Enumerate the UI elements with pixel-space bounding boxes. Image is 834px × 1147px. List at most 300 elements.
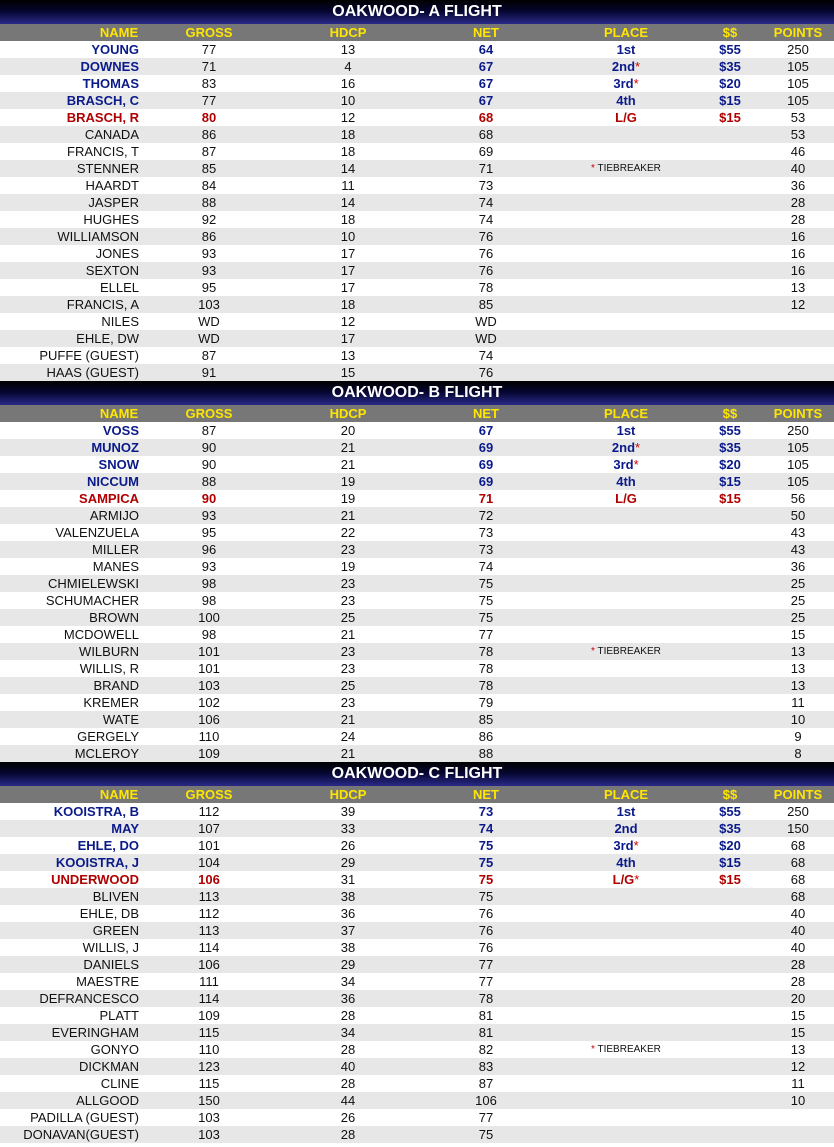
points: 28	[790, 957, 806, 972]
handicap: 40	[340, 1059, 356, 1074]
handicap: 26	[340, 838, 356, 853]
handicap: 17	[340, 331, 356, 346]
handicap: 17	[340, 280, 356, 295]
header-place: PLACE	[603, 25, 649, 40]
net-score: 81	[478, 1025, 494, 1040]
table-row	[0, 1007, 834, 1024]
gross-score: 77	[201, 42, 217, 57]
gross-score: 77	[201, 93, 217, 108]
table-row	[0, 1075, 834, 1092]
player-name: ARMIJO	[89, 508, 139, 523]
gross-score: 103	[198, 1127, 220, 1142]
header-place: PLACE	[603, 787, 649, 802]
points: 13	[790, 678, 806, 693]
header-money: $$	[722, 25, 738, 40]
player-name: BRAND	[93, 678, 139, 693]
points: 40	[790, 161, 806, 176]
gross-score: 71	[201, 59, 217, 74]
gross-score: 95	[201, 280, 217, 295]
handicap: 34	[340, 1025, 356, 1040]
player-name: EHLE, DO	[77, 838, 139, 853]
table-row	[0, 92, 834, 109]
table-row	[0, 1058, 834, 1075]
table-row	[0, 126, 834, 143]
player-name: MUNOZ	[91, 440, 139, 455]
payout: $35	[719, 59, 741, 74]
header-net: NET	[473, 787, 499, 802]
header-net: NET	[473, 406, 499, 421]
handicap: 19	[340, 559, 356, 574]
handicap: 34	[340, 974, 356, 989]
points: 13	[790, 280, 806, 295]
player-name: DICKMAN	[79, 1059, 139, 1074]
net-score: 78	[478, 280, 494, 295]
table-row	[0, 871, 834, 888]
tiebreaker-label: TIEBREAKER	[597, 646, 661, 657]
player-name: WATE	[102, 712, 139, 727]
points: 8	[794, 746, 802, 761]
table-row	[0, 211, 834, 228]
points: 13	[790, 1042, 806, 1057]
table-body	[0, 41, 834, 381]
header-points: POINTS	[773, 787, 823, 802]
net-score: 69	[478, 144, 494, 159]
gross-score: 113	[198, 889, 220, 904]
net-score: WD	[475, 331, 497, 346]
net-score: 75	[478, 838, 494, 853]
player-name: GONYO	[90, 1042, 139, 1057]
header-money: $$	[722, 787, 738, 802]
points: 68	[790, 872, 806, 887]
gross-score: 88	[201, 474, 217, 489]
payout: $15	[719, 93, 741, 108]
net-score: 106	[475, 1093, 497, 1108]
asterisk: *	[591, 1044, 598, 1055]
table-row	[0, 956, 834, 973]
player-name: CANADA	[84, 127, 139, 142]
net-score: 67	[478, 59, 494, 74]
net-score: 67	[478, 76, 494, 91]
handicap: 20	[340, 423, 356, 438]
place: 4th	[616, 855, 636, 870]
table-row	[0, 643, 834, 660]
gross-score: 100	[198, 610, 220, 625]
player-name: DONAVAN(GUEST)	[23, 1127, 139, 1142]
handicap: 24	[340, 729, 356, 744]
table-body	[0, 803, 834, 1143]
handicap: 21	[340, 457, 356, 472]
points: 250	[787, 804, 809, 819]
table-row	[0, 456, 834, 473]
player-name: DOWNES	[80, 59, 139, 74]
points: 28	[790, 974, 806, 989]
player-name: WILLIAMSON	[57, 229, 139, 244]
gross-score: 150	[198, 1093, 220, 1108]
table-row	[0, 228, 834, 245]
flight-c	[0, 762, 834, 1143]
player-name: GERGELY	[77, 729, 139, 744]
net-score: 79	[478, 695, 494, 710]
handicap: 4	[344, 59, 352, 74]
player-name: VOSS	[102, 423, 139, 438]
player-name: STENNER	[76, 161, 139, 176]
handicap: 29	[340, 957, 356, 972]
gross-score: 93	[201, 508, 217, 523]
place: 3rd*	[613, 838, 639, 853]
handicap: 14	[340, 161, 356, 176]
header-money: $$	[722, 406, 738, 421]
player-name: UNDERWOOD	[51, 872, 139, 887]
net-score: 74	[478, 348, 494, 363]
player-name: SEXTON	[85, 263, 139, 278]
net-score: 75	[478, 872, 494, 887]
points: 40	[790, 923, 806, 938]
gross-score: 110	[198, 1042, 220, 1057]
header-name: NAME	[99, 406, 139, 421]
gross-score: 90	[201, 457, 217, 472]
player-name: BRASCH, R	[66, 110, 139, 125]
payout: $20	[719, 838, 741, 853]
player-name: FRANCIS, T	[67, 144, 139, 159]
gross-score: 102	[198, 695, 220, 710]
gross-score: 87	[201, 144, 217, 159]
gross-score: 104	[198, 855, 220, 870]
gross-score: 85	[201, 161, 217, 176]
points: 105	[787, 76, 809, 91]
table-row	[0, 473, 834, 490]
handicap: 15	[340, 365, 356, 380]
player-name: PUFFE (GUEST)	[39, 348, 139, 363]
points: 25	[790, 576, 806, 591]
handicap: 19	[340, 491, 356, 506]
points: 40	[790, 940, 806, 955]
player-name: BRASCH, C	[66, 93, 139, 108]
handicap: 38	[340, 940, 356, 955]
flight-title: OAKWOOD- A FLIGHT	[0, 0, 834, 24]
gross-score: WD	[198, 331, 220, 346]
gross-score: 98	[201, 627, 217, 642]
tiebreaker-label: TIEBREAKER	[597, 1044, 661, 1055]
payout: $15	[719, 872, 741, 887]
table-body	[0, 422, 834, 762]
header-name: NAME	[99, 787, 139, 802]
place: 3rd*	[613, 457, 639, 472]
flight-a	[0, 0, 834, 381]
points: 150	[787, 821, 809, 836]
player-name: HAAS (GUEST)	[46, 365, 139, 380]
points: 105	[787, 474, 809, 489]
handicap: 13	[340, 42, 356, 57]
net-score: 78	[478, 661, 494, 676]
player-name: NICCUM	[87, 474, 139, 489]
table-row	[0, 58, 834, 75]
net-score: 75	[478, 889, 494, 904]
place: L/G*	[612, 872, 640, 887]
player-name: CLINE	[100, 1076, 139, 1091]
handicap: 18	[340, 212, 356, 227]
points: 68	[790, 855, 806, 870]
header-hdcp: HDCP	[329, 25, 367, 40]
player-name: MCLEROY	[74, 746, 139, 761]
points: 105	[787, 93, 809, 108]
player-name: PLATT	[99, 1008, 139, 1023]
gross-score: 103	[198, 678, 220, 693]
player-name: WILLIS, R	[79, 661, 139, 676]
points: 25	[790, 610, 806, 625]
gross-score: 109	[198, 1008, 220, 1023]
net-score: 73	[478, 525, 494, 540]
table-row	[0, 905, 834, 922]
player-name: THOMAS	[82, 76, 139, 91]
table-row	[0, 524, 834, 541]
place: 1st	[616, 42, 636, 57]
handicap: 23	[340, 542, 356, 557]
handicap: 21	[340, 712, 356, 727]
points: 16	[790, 229, 806, 244]
net-score: 77	[478, 1110, 494, 1125]
gross-score: 107	[198, 821, 220, 836]
player-name: DEFRANCESCO	[39, 991, 139, 1006]
points: 250	[787, 42, 809, 57]
handicap: 17	[340, 246, 356, 261]
table-row	[0, 728, 834, 745]
payout: $55	[719, 42, 741, 57]
header-gross: GROSS	[185, 406, 233, 421]
points: 68	[790, 889, 806, 904]
asterisk: *	[634, 872, 640, 887]
table-row	[0, 592, 834, 609]
gross-score: 86	[201, 127, 217, 142]
payout: $20	[719, 76, 741, 91]
gross-score: 101	[198, 644, 220, 659]
gross-score: 103	[198, 297, 220, 312]
points: 46	[790, 144, 806, 159]
gross-score: 90	[201, 440, 217, 455]
asterisk: *	[635, 440, 641, 455]
player-name: JASPER	[88, 195, 139, 210]
handicap: 23	[340, 593, 356, 608]
net-score: 76	[478, 940, 494, 955]
player-name: SNOW	[98, 457, 139, 472]
header-gross: GROSS	[185, 787, 233, 802]
points: 12	[790, 1059, 806, 1074]
table-row	[0, 41, 834, 58]
net-score: 77	[478, 957, 494, 972]
place: 2nd*	[611, 440, 641, 455]
net-score: 64	[478, 42, 494, 57]
header-net: NET	[473, 25, 499, 40]
payout: $15	[719, 474, 741, 489]
net-score: 88	[478, 746, 494, 761]
player-name: PADILLA (GUEST)	[30, 1110, 139, 1125]
points: 20	[790, 991, 806, 1006]
table-row	[0, 939, 834, 956]
points: 25	[790, 593, 806, 608]
handicap: 23	[340, 695, 356, 710]
points: 10	[790, 1093, 806, 1108]
net-score: 83	[478, 1059, 494, 1074]
handicap: 18	[340, 297, 356, 312]
table-row	[0, 1126, 834, 1143]
table-row	[0, 296, 834, 313]
net-score: 75	[478, 593, 494, 608]
points: 43	[790, 542, 806, 557]
player-name: HAARDT	[85, 178, 139, 193]
table-row	[0, 422, 834, 439]
points: 28	[790, 195, 806, 210]
net-score: 73	[478, 178, 494, 193]
points: 16	[790, 263, 806, 278]
gross-score: 110	[198, 729, 220, 744]
gross-score: 93	[201, 263, 217, 278]
gross-score: 80	[201, 110, 217, 125]
header-gross: GROSS	[185, 25, 233, 40]
table-row	[0, 677, 834, 694]
table-row	[0, 109, 834, 126]
header-points: POINTS	[773, 25, 823, 40]
points: 11	[791, 1076, 805, 1091]
net-score: 75	[478, 1127, 494, 1142]
handicap: 38	[340, 889, 356, 904]
table-row	[0, 626, 834, 643]
player-name: ALLGOOD	[76, 1093, 139, 1108]
handicap: 16	[340, 76, 356, 91]
net-score: 71	[478, 491, 494, 506]
table-row	[0, 660, 834, 677]
net-score: 68	[478, 127, 494, 142]
flight-title: OAKWOOD- B FLIGHT	[0, 381, 834, 405]
table-row	[0, 694, 834, 711]
handicap: 28	[340, 1127, 356, 1142]
points: 56	[790, 491, 806, 506]
player-name: FRANCIS, A	[66, 297, 139, 312]
table-row	[0, 262, 834, 279]
gross-score: 114	[198, 940, 220, 955]
column-header	[0, 405, 834, 422]
table-row	[0, 803, 834, 820]
player-name: KOOISTRA, B	[53, 804, 139, 819]
handicap: 21	[340, 508, 356, 523]
handicap: 33	[340, 821, 356, 836]
gross-score: 123	[198, 1059, 220, 1074]
tiebreaker-label: TIEBREAKER	[597, 163, 661, 174]
gross-score: 103	[198, 1110, 220, 1125]
player-name: SCHUMACHER	[45, 593, 139, 608]
header-hdcp: HDCP	[329, 787, 367, 802]
net-score: 75	[478, 855, 494, 870]
net-score: 72	[478, 508, 494, 523]
payout: $15	[719, 855, 741, 870]
points: 13	[790, 644, 806, 659]
table-row	[0, 490, 834, 507]
net-score: 74	[478, 821, 494, 836]
handicap: 18	[340, 127, 356, 142]
header-name: NAME	[99, 25, 139, 40]
table-row	[0, 75, 834, 92]
handicap: 37	[340, 923, 356, 938]
points: 12	[790, 297, 806, 312]
points: 15	[790, 1025, 806, 1040]
gross-score: 109	[198, 746, 220, 761]
table-row	[0, 177, 834, 194]
player-name: YOUNG	[91, 42, 139, 57]
place: 2nd*	[611, 59, 641, 74]
tiebreaker-note	[591, 160, 661, 177]
points: 11	[791, 695, 805, 710]
gross-score: 112	[198, 906, 220, 921]
place: L/G	[615, 110, 637, 125]
player-name: NILES	[101, 314, 139, 329]
asterisk: *	[633, 457, 639, 472]
tiebreaker-note	[591, 643, 661, 660]
points: 13	[790, 661, 806, 676]
table-row	[0, 973, 834, 990]
handicap: 25	[340, 678, 356, 693]
net-score: 77	[478, 974, 494, 989]
handicap: 12	[340, 314, 356, 329]
player-name: GREEN	[92, 923, 139, 938]
flight-title: OAKWOOD- C FLIGHT	[0, 762, 834, 786]
net-score: WD	[475, 314, 497, 329]
net-score: 75	[478, 610, 494, 625]
points: 15	[790, 1008, 806, 1023]
gross-score: 111	[199, 974, 219, 989]
points: 53	[790, 110, 806, 125]
gross-score: 87	[201, 423, 217, 438]
gross-score: 98	[201, 593, 217, 608]
table-row	[0, 558, 834, 575]
net-score: 76	[478, 906, 494, 921]
table-row	[0, 837, 834, 854]
points: 15	[790, 627, 806, 642]
table-row	[0, 745, 834, 762]
player-name: MANES	[92, 559, 139, 574]
points: 50	[790, 508, 806, 523]
gross-score: 84	[201, 178, 217, 193]
points: 40	[790, 906, 806, 921]
handicap: 21	[340, 627, 356, 642]
net-score: 85	[478, 712, 494, 727]
player-name: KREMER	[83, 695, 139, 710]
flight-b	[0, 381, 834, 762]
net-score: 67	[478, 93, 494, 108]
handicap: 28	[340, 1042, 356, 1057]
place: 4th	[616, 474, 636, 489]
net-score: 74	[478, 195, 494, 210]
net-score: 73	[478, 804, 494, 819]
payout: $15	[719, 110, 741, 125]
gross-score: 98	[201, 576, 217, 591]
handicap: 14	[340, 195, 356, 210]
payout: $35	[719, 821, 741, 836]
gross-score: 106	[198, 712, 220, 727]
handicap: 44	[340, 1093, 356, 1108]
place: L/G	[615, 491, 637, 506]
gross-score: 115	[198, 1025, 220, 1040]
table-row	[0, 245, 834, 262]
net-score: 74	[478, 212, 494, 227]
table-row	[0, 1092, 834, 1109]
table-row	[0, 541, 834, 558]
net-score: 77	[478, 627, 494, 642]
table-row	[0, 313, 834, 330]
gross-score: 95	[201, 525, 217, 540]
table-row	[0, 922, 834, 939]
asterisk: *	[633, 838, 639, 853]
handicap: 36	[340, 991, 356, 1006]
points: 53	[790, 127, 806, 142]
table-row	[0, 279, 834, 296]
